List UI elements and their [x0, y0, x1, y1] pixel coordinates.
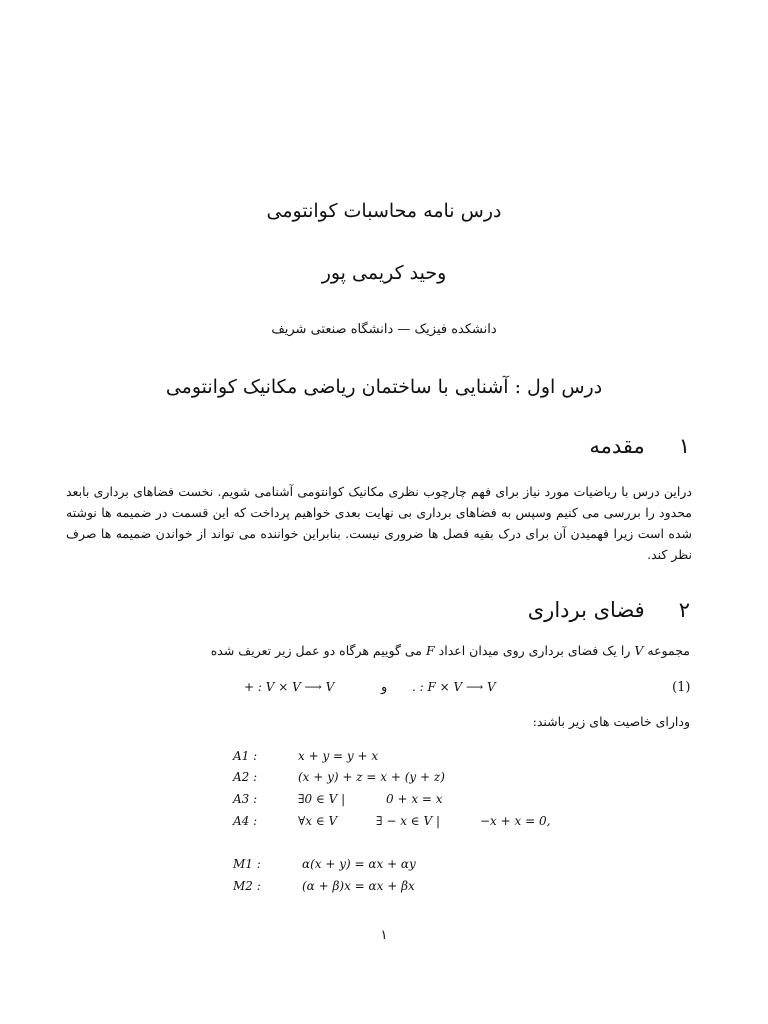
axiom-expression: x + y = y + x — [298, 749, 379, 763]
axiom-label: A3 : — [233, 792, 258, 806]
section-heading-introduction — [589, 434, 690, 458]
section-heading-vector-space — [528, 598, 690, 622]
document-title: درس نامه محاسبات کوانتومی — [266, 200, 502, 222]
axiom-expression: −x + x = 0, — [480, 814, 551, 828]
axiom-label: M2 : — [233, 879, 261, 893]
addition-operation: + : V × V ⟶ V — [244, 680, 335, 694]
axiom-expression: ∃ − x ∈ V | — [376, 814, 440, 828]
page-number: ۱ — [380, 928, 388, 943]
axiom-expression: 0 + x = x — [386, 792, 443, 806]
equation-conjunction: و — [381, 680, 388, 695]
axiom-label: A4 : — [233, 814, 258, 828]
symbol-f: F — [425, 643, 435, 658]
symbol-v: V — [634, 643, 644, 658]
properties-intro: ودارای خاصیت های زیر باشند: — [532, 714, 690, 729]
axiom-expression: ∀x ∈ V — [298, 814, 338, 828]
axiom-expression: (α + β)x = αx + βx — [302, 879, 415, 893]
axiom-expression: ∃0 ∈ V | — [298, 792, 346, 806]
axiom-expression: (x + y) + z = x + (y + z) — [298, 770, 445, 784]
section-number: ۱ — [678, 434, 690, 458]
axiom-label: A2 : — [233, 770, 258, 784]
author-name: وحید کریمی پور — [321, 262, 447, 284]
axiom-label: M1 : — [233, 857, 261, 871]
section-number: ۲ — [678, 598, 690, 622]
vector-space-definition — [211, 643, 690, 658]
definition-text-end: می گوییم هرگاه دو عمل زیر تعریف شده — [210, 643, 422, 658]
equation-number: (1) — [672, 680, 691, 695]
section-title: مقدمه — [589, 434, 645, 458]
definition-text-middle: را یک فضای برداری روی میدان اعداد — [438, 643, 631, 658]
section-title: فضای برداری — [527, 598, 645, 622]
axiom-expression: α(x + y) = αx + αy — [302, 857, 416, 871]
scalar-multiplication-operation: . : F × V ⟶ V — [412, 680, 496, 694]
definition-text-start: مجموعه — [647, 643, 690, 658]
introduction-paragraph: دراین درس با ریاضیات مورد نیاز برای فهم چارچوب نظری مکانیک کوانتومی آشنامی شویم. نخست فضاهای برداری بابعد محدود را بررسی می کنیم وسپس به فضاهای برداری بی نهایت بعدی خواهیم پرداخت که این قسمت در ضمیمه ها نوشته شده است زیرا فهمیدن آن برای درک بقیه فصل ها ضروری نیست. بنابراین خواننده می تواند از خواندن ضمیمه ها صرف نظر کند. — [66, 484, 692, 562]
affiliation: دانشکده فیزیک — دانشگاه صنعتی شریف — [271, 322, 497, 337]
lesson-title: درس اول : آشنایی با ساختمان ریاضی مکانیک کوانتومی — [165, 376, 603, 398]
axiom-label: A1 : — [233, 749, 258, 763]
